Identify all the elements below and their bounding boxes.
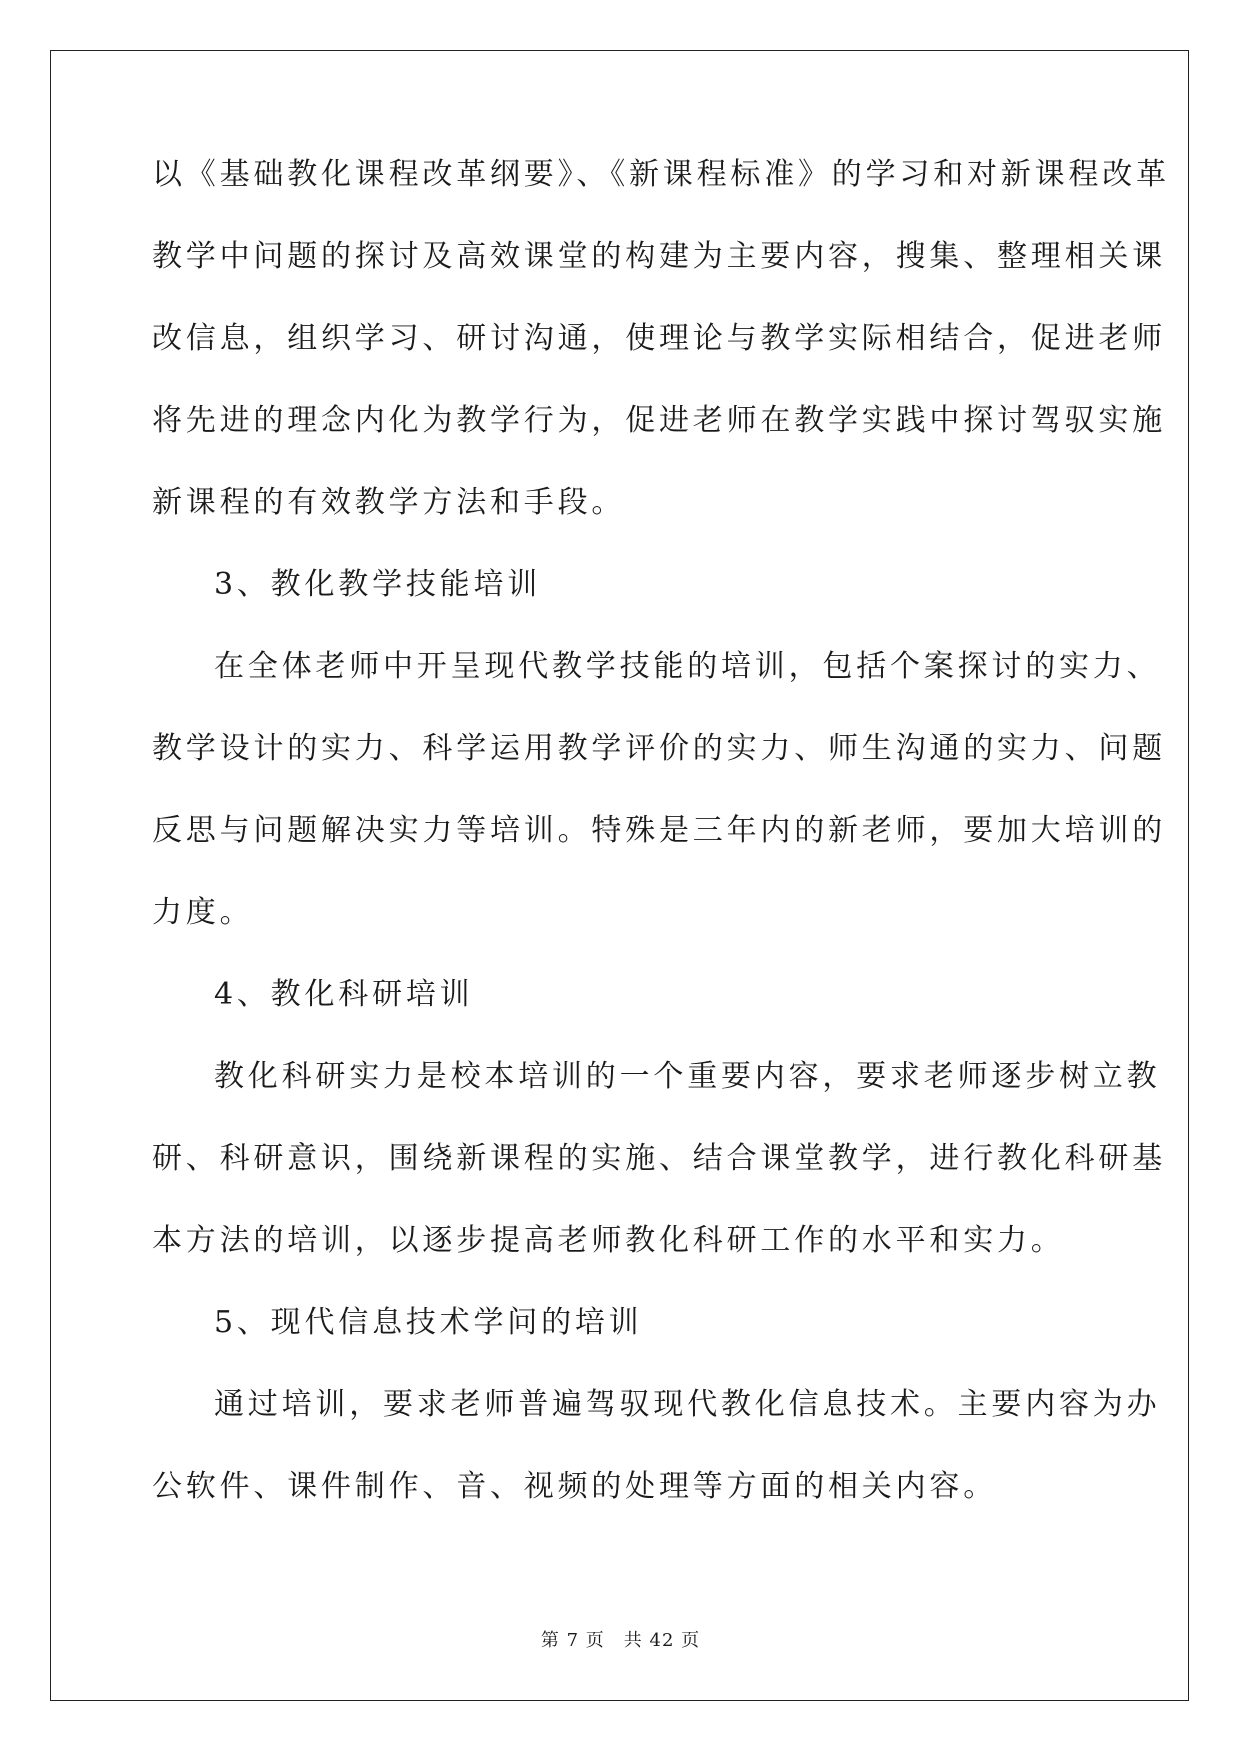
- paragraph-start: 在全体老师中开呈现代教学技能的培训，包括个案探讨的实力、: [214, 649, 1161, 684]
- text-line: 改信息，组织学习、研讨沟通，使理论与教学实际相结合，促进老师: [152, 321, 1166, 356]
- section-heading: 5、现代信息技术学问的培训: [214, 1305, 643, 1340]
- text-line: 将先进的理念内化为教学行为，促进老师在教学实践中探讨驾驭实施: [152, 403, 1166, 438]
- paragraph-start: 教化科研实力是校本培训的一个重要内容，要求老师逐步树立教: [214, 1059, 1161, 1094]
- text-line: 力度。: [152, 895, 254, 930]
- paragraph-start: 通过培训，要求老师普遍驾驭现代教化信息技术。主要内容为办: [214, 1387, 1161, 1422]
- text-line: 以《基础教化课程改革纲要》、《新课程标准》的学习和对新课程改革: [152, 157, 1170, 192]
- text-line: 反思与问题解决实力等培训。特殊是三年内的新老师，要加大培训的: [152, 813, 1166, 848]
- section-heading: 4、教化科研培训: [214, 977, 474, 1012]
- text-line: 教学设计的实力、科学运用教学评价的实力、师生沟通的实力、问题: [152, 731, 1166, 766]
- text-line: 教学中问题的探讨及高效课堂的构建为主要内容，搜集、整理相关课: [152, 239, 1166, 274]
- text-line: 新课程的有效教学方法和手段。: [152, 485, 626, 520]
- text-line: 本方法的培训，以逐步提高老师教化科研工作的水平和实力。: [152, 1223, 1065, 1258]
- document-body: [152, 155, 1170, 1549]
- text-line: 公软件、课件制作、音、视频的处理等方面的相关内容。: [152, 1469, 997, 1504]
- section-heading: 3、教化教学技能培训: [214, 567, 542, 602]
- page-footer: 第 7 页 共 42 页: [540, 1630, 701, 1651]
- text-line: 研、科研意识，围绕新课程的实施、结合课堂教学，进行教化科研基: [152, 1141, 1166, 1176]
